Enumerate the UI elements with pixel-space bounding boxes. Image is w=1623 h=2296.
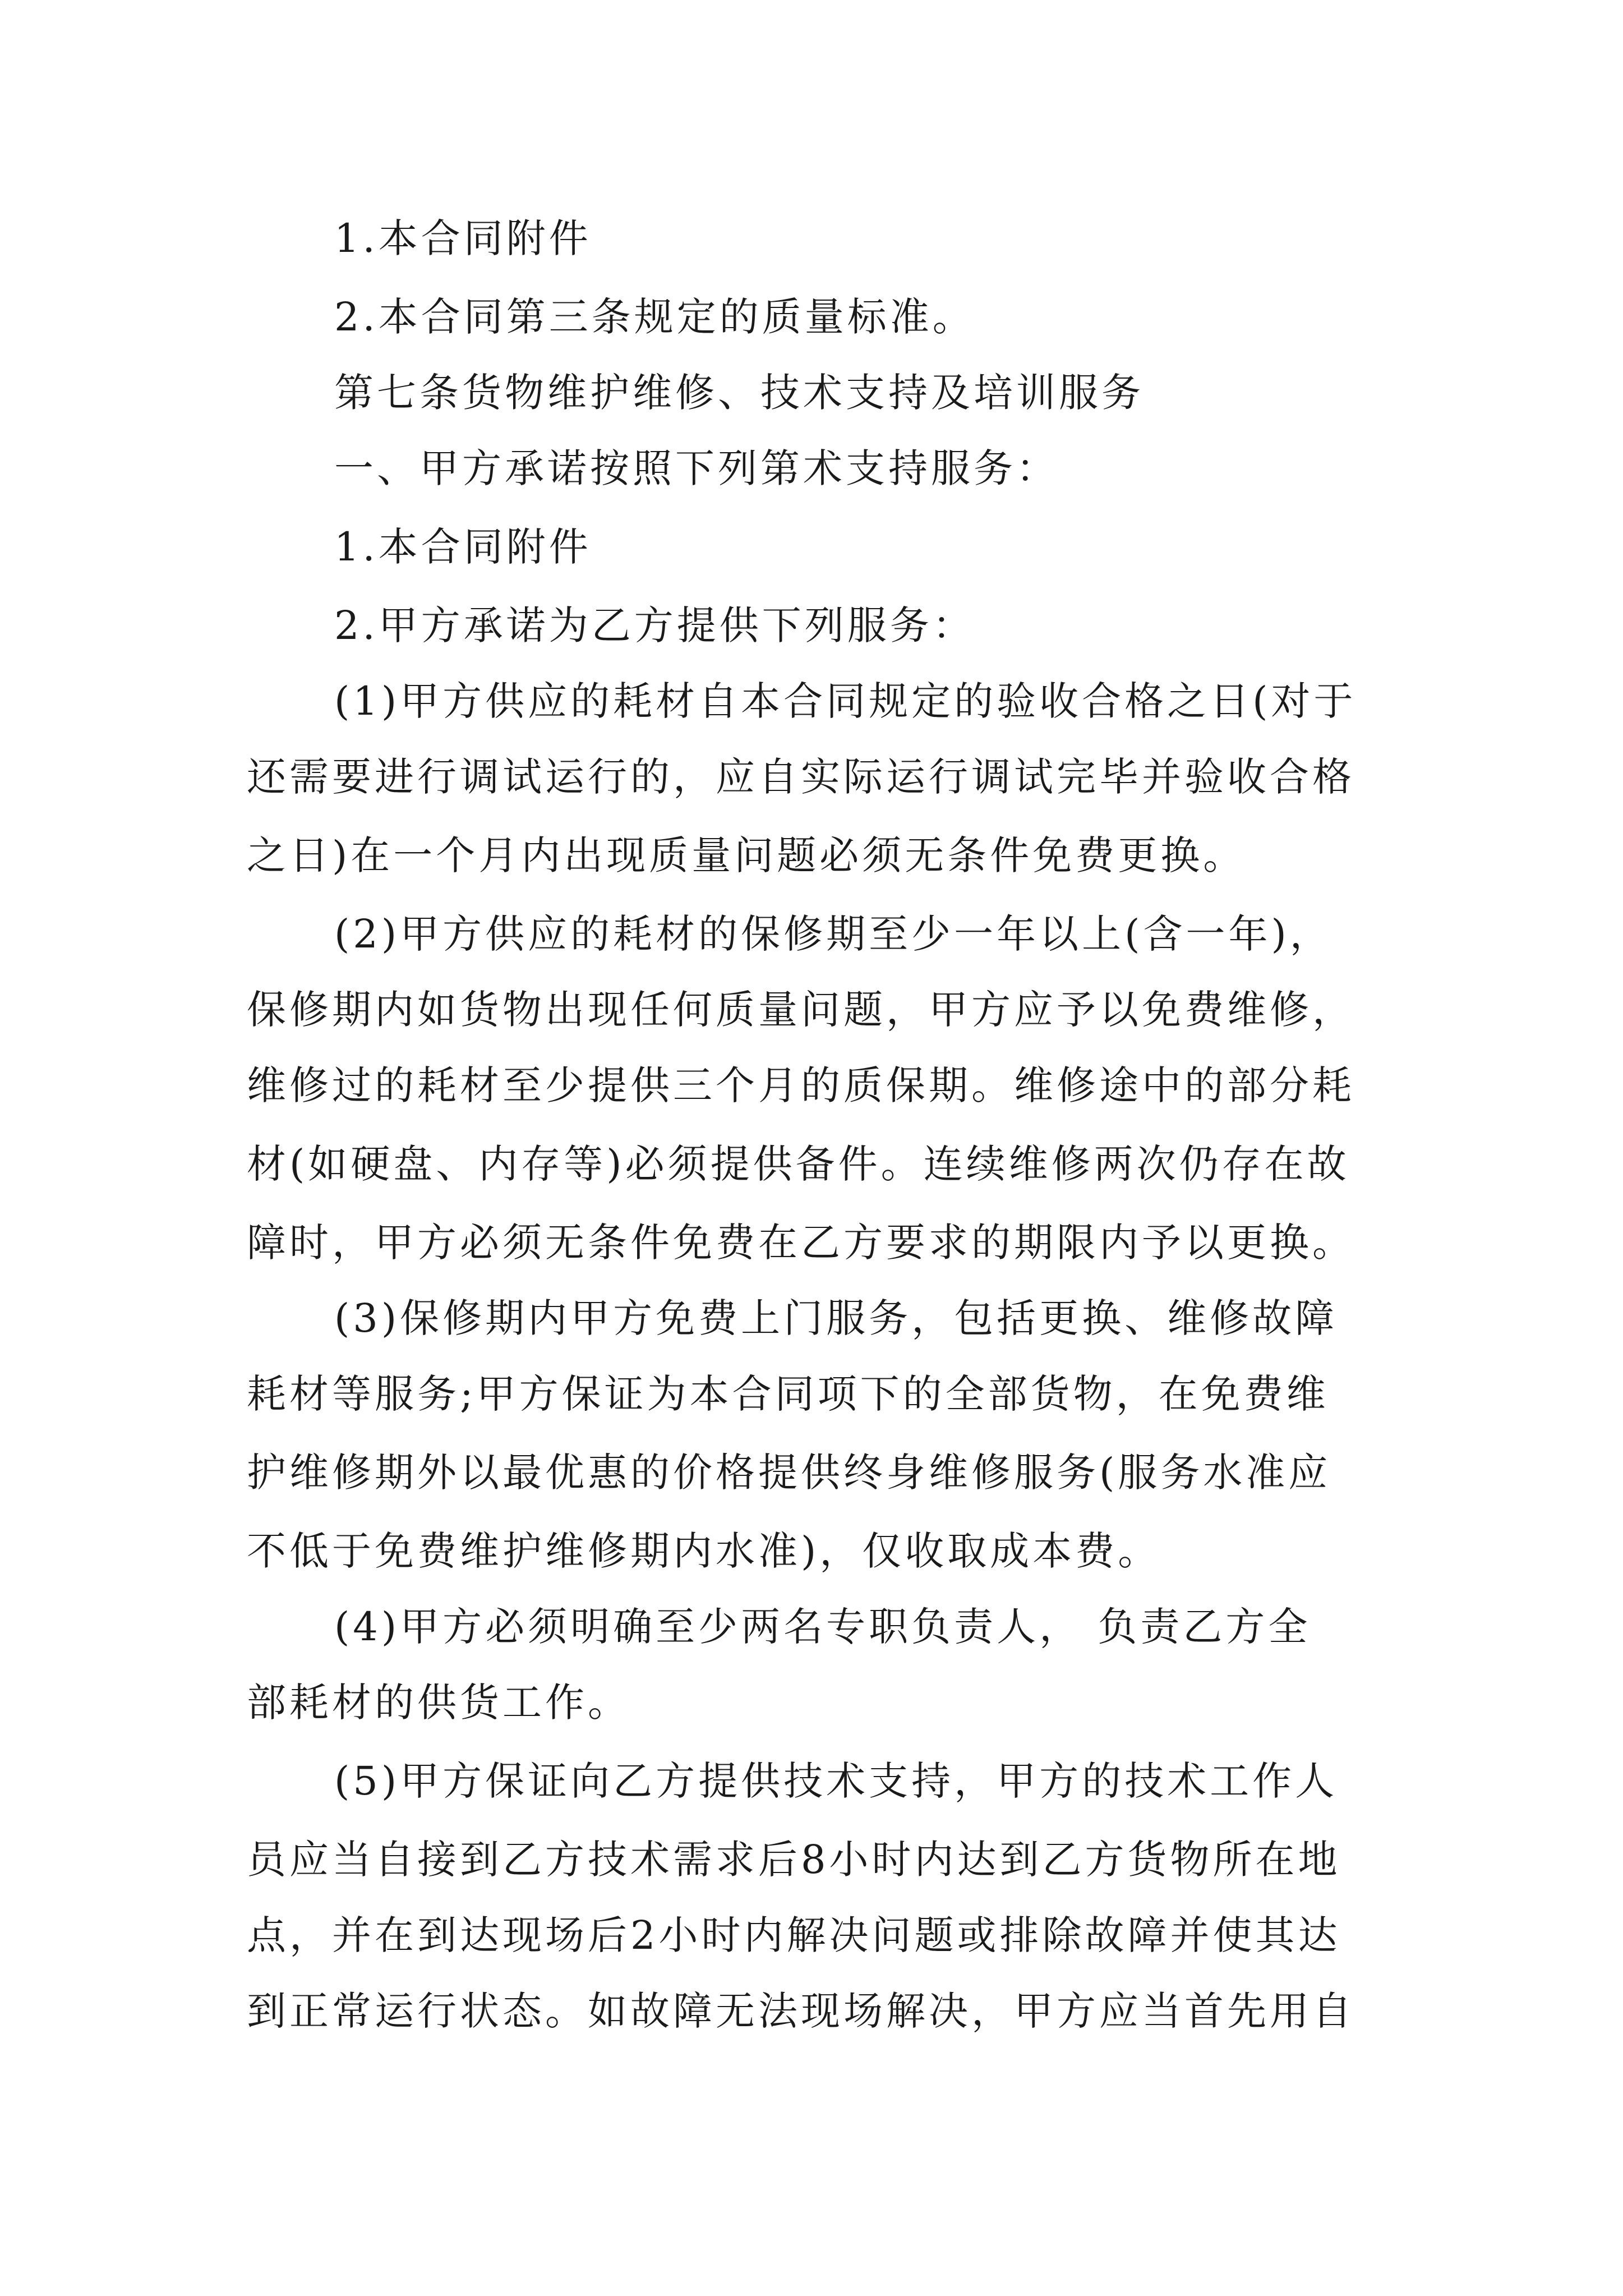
paragraph-5-line-1: (5)甲方保证向乙方提供技术支持，甲方的技术工作人 [334,1758,1338,1804]
section-heading: 第七条货物维护维修、技术支持及培训服务 [334,370,1144,416]
paragraph-2-line-3: 维修过的耗材至少提供三个月的质保期。维修途中的部分耗 [247,1062,1355,1108]
paragraph-2-line-2: 保修期内如货物出现任何质量问题，甲方应予以免费维修， [247,987,1355,1033]
paragraph-3-line-3: 护维修期外以最优惠的价格提供终身维修服务(服务水准应 [247,1450,1331,1496]
text-line-4: 一、甲方承诺按照下列第术支持服务： [334,445,1059,491]
text-line-6: 2.甲方承诺为乙方提供下列服务： [334,602,975,648]
paragraph-5-line-3: 点，并在到达现场后2小时内解决问题或排除故障并使其达 [247,1912,1341,1958]
paragraph-3-line-4: 不低于免费维护维修期内水准)，仅收取成本费。 [247,1528,1161,1574]
paragraph-1-line-3: 之日)在一个月内出现质量问题必须无条件免费更换。 [247,832,1246,878]
paragraph-2-line-5: 障时，甲方必须无条件免费在乙方要求的期限内予以更换。 [247,1220,1355,1266]
paragraph-1-line-1: (1)甲方供应的耗材自本合同规定的验收合格之日(对于 [334,678,1357,724]
text-line-2: 2.本合同第三条规定的质量标准。 [334,294,975,340]
paragraph-5-line-2: 员应当自接到乙方技术需求后8小时内达到乙方货物所在地 [247,1837,1341,1883]
paragraph-5-line-4: 到正常运行状态。如故障无法现场解决，甲方应当首先用自 [247,1988,1355,2034]
paragraph-4-line-2: 部耗材的供货工作。 [247,1680,630,1726]
paragraph-2-line-1: (2)甲方供应的耗材的保修期至少一年以上(含一年)， [334,911,1332,957]
paragraph-4-line-1: (4)甲方必须明确至少两名专职负责人， 负责乙方全 [334,1604,1311,1650]
paragraph-2-line-4: 材(如硬盘、内存等)必须提供备件。连续维修两次仍存在故 [247,1141,1350,1187]
paragraph-3-line-2: 耗材等服务;甲方保证为本合同项下的全部货物，在免费维 [247,1371,1329,1417]
text-line-1: 1.本合同附件 [334,215,592,261]
text-line-5: 1.本合同附件 [334,524,592,570]
paragraph-1-line-2: 还需要进行调试运行的，应自实际运行调试完毕并验收合格 [247,754,1355,800]
paragraph-3-line-1: (3)保修期内甲方免费上门服务，包括更换、维修故障 [334,1295,1338,1341]
